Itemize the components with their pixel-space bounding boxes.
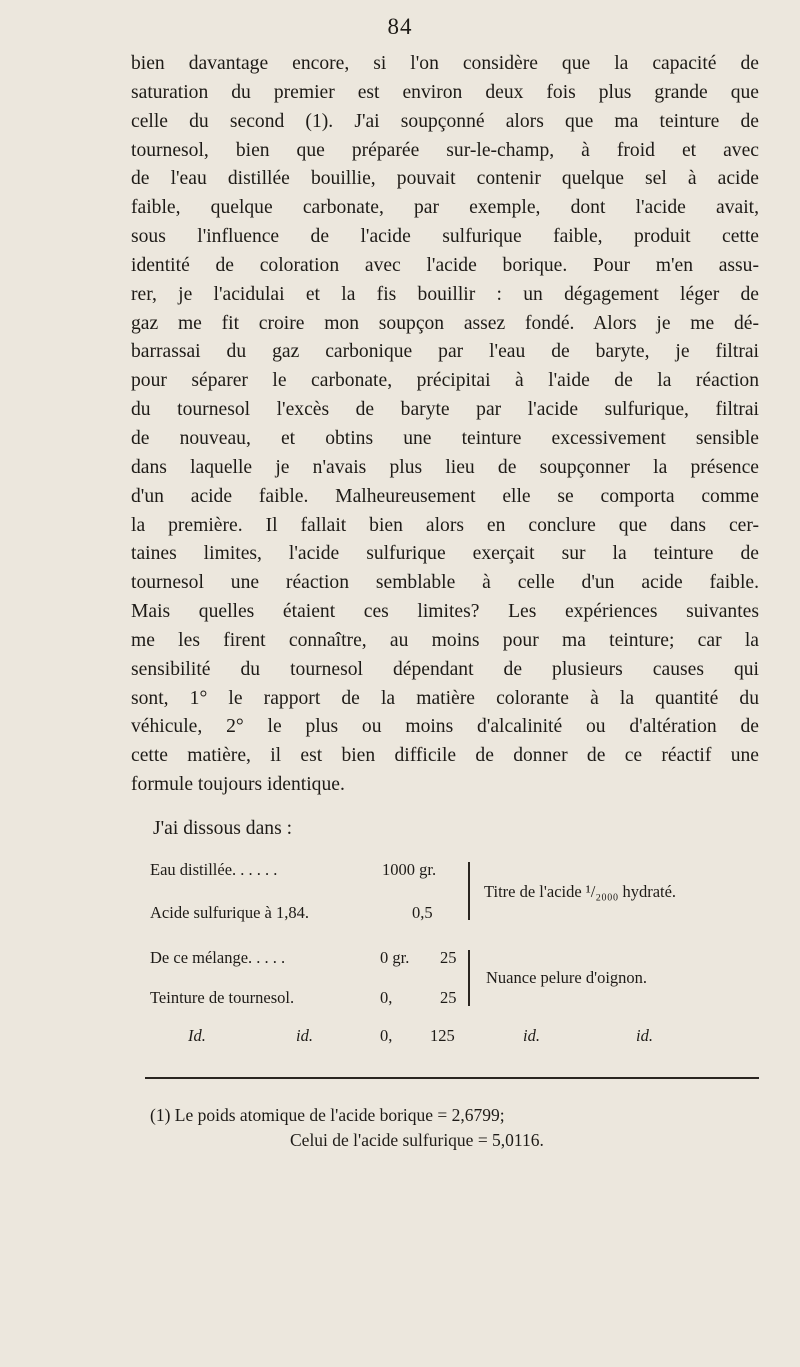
main-paragraph xyxy=(131,50,759,800)
paragraph-line: gaz me fit croire mon soupçon assez fondé. Alors je me dé- xyxy=(131,312,759,334)
group-note: Nuance pelure d'oignon. xyxy=(486,968,648,987)
row-quantity: 0,5 xyxy=(412,903,433,922)
paragraph-line: d'un acide faible. Malheureusement elle se comporta comme xyxy=(131,485,759,507)
footnote-line: Celui de l'acide sulfurique = 5,0116. xyxy=(290,1130,544,1150)
footnote-divider xyxy=(145,1077,759,1079)
paragraph-line: véhicule, 2° le plus ou moins d'alcalinité ou d'altération de xyxy=(131,716,759,738)
row-quantity: 0, xyxy=(380,988,393,1007)
page-number: 84 xyxy=(387,14,413,39)
row-label: Acide sulfurique à 1,84. xyxy=(150,903,309,922)
group-note: Titre de l'acide ¹/₂₀₀₀ hydraté. xyxy=(484,882,677,901)
paragraph-line: taines limites, l'acide sulfurique exerçait sur la teinture de xyxy=(131,543,759,565)
paragraph-line: me les firent connaître, au moins pour ma teinture; car la xyxy=(131,629,759,651)
row-label: Id. xyxy=(188,1026,206,1045)
paragraph-line: de l'eau distillée bouillie, pouvait contenir quelque sel à acide xyxy=(131,168,759,190)
row-quantity-fraction: 125 xyxy=(430,1026,455,1045)
paragraph-line: barrassai du gaz carbonique par l'eau de baryte, je filtrai xyxy=(131,341,759,363)
paragraph-line: Mais quelles étaient ces limites? Les expériences suivantes xyxy=(131,601,759,623)
row-quantity: 0, xyxy=(380,1026,393,1045)
paragraph-line: saturation du premier est environ deux fois plus grande que xyxy=(131,81,759,103)
paragraph-line: sont, 1° le rapport de la matière colorante à la quantité du xyxy=(131,687,759,709)
group-brace xyxy=(468,862,480,920)
row-quantity: 0 gr. xyxy=(380,948,410,967)
row-quantity-fraction: 25 xyxy=(440,988,457,1007)
paragraph-line: faible, quelque carbonate, par exemple, dont l'acide avait, xyxy=(131,197,759,219)
paragraph-line: pour séparer le carbonate, précipitai à l'aide de la réaction xyxy=(131,370,759,392)
table-intro: J'ai dissous dans : xyxy=(153,818,293,839)
paragraph-line: cette matière, il est bien difficile de donner de ce réactif une xyxy=(131,745,759,767)
paragraph-line: celle du second (1). J'ai soupçonné alors que ma teinture de xyxy=(131,110,759,132)
paragraph-line: la première. Il fallait bien alors en conclure que dans cer- xyxy=(131,514,759,536)
paragraph-line: tournesol une réaction semblable à celle d'un acide faible. xyxy=(131,572,759,594)
paragraph-line: rer, je l'acidulai et la fis bouillir : un dégagement léger de xyxy=(131,283,759,305)
paragraph-line: du tournesol l'excès de baryte par l'acide sulfurique, filtrai xyxy=(131,399,759,421)
paragraph-line: identité de coloration avec l'acide borique. Pour m'en assu- xyxy=(131,254,759,276)
row-ditto: id. xyxy=(523,1026,540,1045)
paragraph-line: bien davantage encore, si l'on considère que la capacité de xyxy=(131,53,759,74)
row-quantity: 1000 gr. xyxy=(382,860,437,879)
paragraph-line: de nouveau, et obtins une teinture excessivement sensible xyxy=(131,427,759,449)
paragraph-line: tournesol, bien que préparée sur-le-champ, à froid et avec xyxy=(131,139,759,161)
group-brace xyxy=(468,950,480,1006)
paragraph-line: sous l'influence de l'acide sulfurique faible, produit cette xyxy=(131,226,759,248)
row-label: Teinture de tournesol. xyxy=(150,988,295,1007)
paragraph-line: sensibilité du tournesol dépendant de plusieurs causes qui xyxy=(131,658,759,680)
row-label: De ce mélange. . . . . xyxy=(150,948,286,967)
row-quantity-fraction: 25 xyxy=(440,948,457,967)
row-ditto: id. xyxy=(296,1026,313,1045)
footnote-line: (1) Le poids atomique de l'acide borique = 2,6799; xyxy=(150,1105,505,1125)
paragraph-line: formule toujours identique. xyxy=(131,774,345,796)
row-ditto: id. xyxy=(636,1026,653,1045)
footnote xyxy=(150,1103,544,1153)
row-label: Eau distillée. . . . . . xyxy=(150,860,278,879)
paragraph-line: dans laquelle je n'avais plus lieu de soupçonner la présence xyxy=(131,456,759,478)
